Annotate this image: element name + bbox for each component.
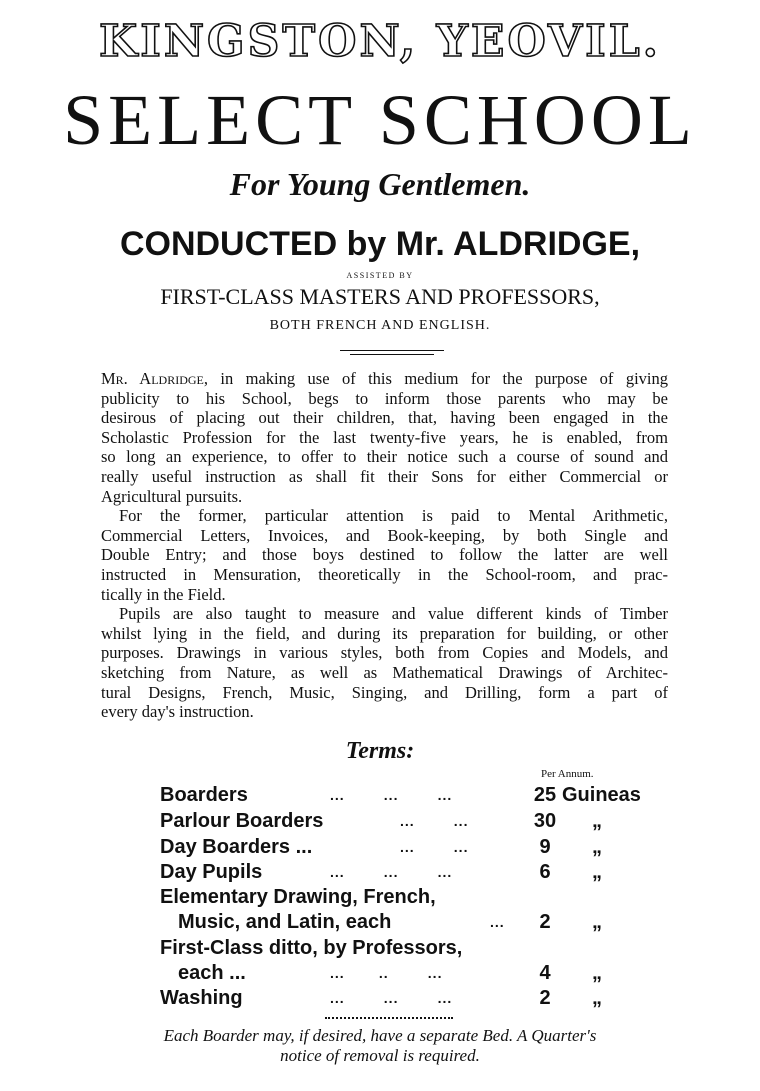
paragraph-line: desirous of placing out their children, that, having been engaged in the [101, 408, 668, 428]
paragraph-line: whilst lying in the field, and during its preparation for building, or other [101, 623, 668, 643]
languages-line: BOTH FRENCH AND ENGLISH. [269, 318, 491, 333]
paragraph-line: Agricultural pursuits. [101, 486, 243, 506]
paragraph-line: so long an experience, to offer to their notice such a course of sound and [101, 447, 668, 467]
leader-dots: ... ... ... [330, 990, 453, 1006]
paragraph-line: tically in the Field. [101, 584, 226, 604]
masters-line: FIRST-CLASS MASTERS AND PROFESSORS, [160, 284, 600, 309]
term-amount: 2 [539, 911, 551, 933]
leader-dots: ... ... [400, 813, 469, 829]
paragraph-line: publicity to his School, begs to inform those parents who may be [101, 388, 668, 408]
term-amount: 6 [539, 861, 551, 883]
term-label: First-Class ditto, by Professors, [160, 937, 463, 959]
terms-row [160, 783, 680, 808]
place-heading: KINGSTON, YEOVIL. [99, 16, 661, 67]
terms-row [160, 809, 680, 834]
term-unit: Guineas [562, 784, 641, 806]
paragraph-line: sketching from Nature, as well as Mathematical Drawings of Architec- [101, 662, 668, 682]
terms-row [160, 936, 680, 961]
term-unit: „ [592, 810, 602, 832]
term-label: Elementary Drawing, French, [160, 886, 436, 908]
divider [340, 350, 444, 351]
paragraph-line: every day's instruction. [101, 702, 254, 722]
lead-name: Mr. Aldridge, [101, 369, 208, 388]
term-label: Parlour Boarders [160, 810, 324, 832]
paragraph-line: tural Designs, French, Music, Singing, and Drilling, form a part of [101, 682, 668, 702]
terms-row [160, 885, 680, 910]
line-text: in making use of this medium for the purpose of giving [208, 369, 668, 388]
term-unit: „ [592, 861, 602, 883]
term-unit: „ [592, 836, 602, 858]
footnote-line: Each Boarder may, if desired, have a separate Bed. A Quarter's [163, 1026, 597, 1045]
term-label: Day Pupils [160, 861, 263, 883]
term-label: Day Boarders ... [160, 836, 313, 858]
leader-dots: ... ... ... [330, 864, 453, 880]
term-unit: „ [592, 962, 602, 984]
terms-row [160, 910, 680, 935]
term-amount: 25 [533, 784, 557, 806]
paragraph-line: Commercial Letters, Invoices, and Book-keeping, by both Single and [101, 525, 668, 545]
footnote-line: notice of removal is required. [280, 1046, 480, 1065]
per-annum-label: Per Annum. [541, 768, 594, 780]
divider [350, 354, 434, 355]
term-label: Music, and Latin, each [178, 911, 392, 933]
terms-row [160, 961, 680, 986]
page-title: SELECT SCHOOL [63, 80, 697, 160]
paragraph-line: really useful instruction as shall fit their Sons for either Commercial or [101, 466, 668, 486]
leader-dots: ... .. ... [330, 965, 443, 981]
term-amount: 4 [539, 962, 551, 984]
paragraph-line: purposes. Drawings in various styles, both from Copies and Models, and [101, 643, 668, 663]
paragraph-line: instructed in Mensuration, theoretically in the School-room, and prac- [101, 564, 668, 584]
conducted-by: CONDUCTED by Mr. ALDRIDGE, [119, 225, 641, 263]
paragraph-line: Pupils are also taught to measure and value different kinds of Timber [119, 604, 668, 624]
paragraph-line: Double Entry; and those boys destined to follow the latter are well [101, 545, 668, 565]
assisted-by: ASSISTED BY [346, 271, 414, 280]
footnote [0, 1026, 760, 1066]
term-amount: 30 [533, 810, 557, 832]
terms-row [160, 986, 680, 1011]
term-label: Boarders [160, 784, 248, 806]
leader-dots: ... [490, 914, 505, 930]
terms-row [160, 860, 680, 885]
leader-dots: ... ... [400, 839, 469, 855]
paragraph-line [101, 369, 668, 389]
term-unit: „ [592, 987, 602, 1009]
paragraph-line: Scholastic Profession for the last twenty-five years, he is enabled, from [101, 427, 668, 447]
terms-heading: Terms: [345, 738, 415, 764]
subtitle: For Young Gentlemen. [229, 166, 531, 202]
leader-dots: ... ... ... [330, 787, 453, 803]
term-amount: 2 [539, 987, 551, 1009]
term-label: each ... [178, 962, 246, 984]
divider [325, 1017, 453, 1022]
paragraph-line: For the former, particular attention is paid to Mental Arithmetic, [119, 506, 668, 526]
term-label: Washing [160, 987, 243, 1009]
body-text [101, 369, 668, 722]
term-unit: „ [592, 911, 602, 933]
term-amount: 9 [539, 836, 551, 858]
terms-row [160, 835, 680, 860]
